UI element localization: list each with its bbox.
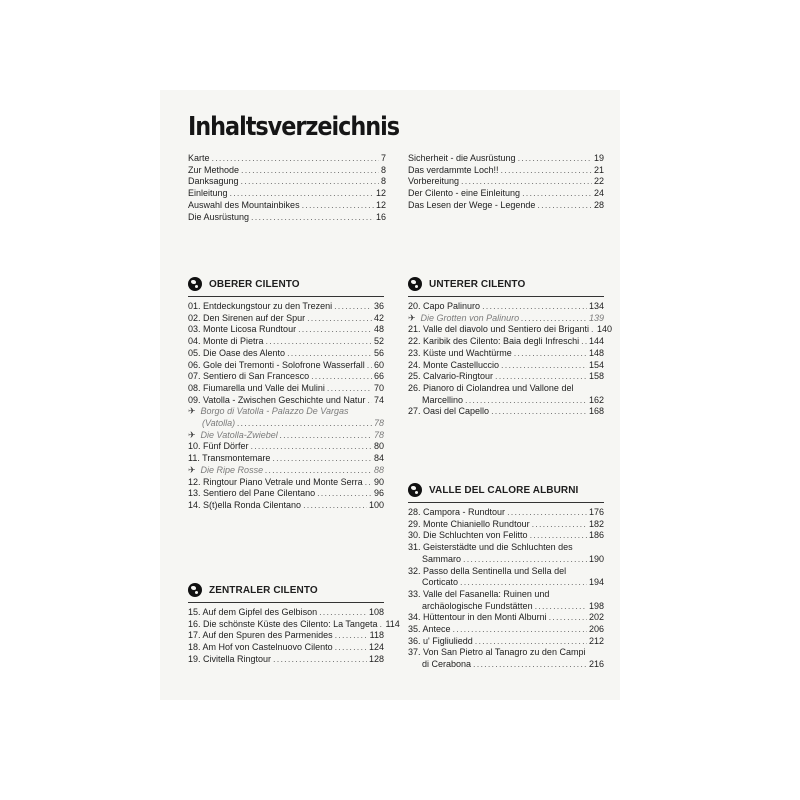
dot-leader	[311, 371, 372, 383]
toc-entry-page: 21	[593, 164, 604, 175]
dot-leader	[317, 488, 372, 500]
toc-entry	[408, 577, 604, 589]
toc-entry	[188, 301, 384, 313]
toc-entry	[188, 324, 384, 336]
toc-entry	[408, 659, 604, 671]
toc-entry-label: Zur Methode	[188, 164, 240, 175]
toc-entry-label: 30. Die Schluchten von Felitto	[408, 530, 528, 541]
dot-leader	[334, 301, 372, 313]
toc-entry	[188, 336, 384, 348]
section-heading	[188, 276, 384, 292]
toc-sub-entry	[188, 406, 384, 418]
toc-entry	[408, 554, 604, 566]
toc-entry-label: 09. Vatolla - Zwischen Geschichte und Natur	[188, 394, 366, 405]
dot-leader	[522, 188, 592, 200]
toc-entry	[408, 519, 604, 531]
toc-entry-label: Vorbereitung	[408, 176, 460, 187]
bike-icon: ✈	[188, 429, 196, 440]
toc-entry-label: 05. Die Oase des Alento	[188, 347, 286, 358]
page-title: Inhaltsverzeichnis	[188, 112, 400, 142]
toc-entry-label: archäologische Fundstätten	[422, 600, 533, 611]
toc-entry	[188, 371, 384, 383]
dot-leader	[319, 607, 367, 619]
globe-icon	[408, 483, 422, 497]
toc-entry	[408, 612, 604, 624]
toc-entry-label: 10. Fünf Dörfer	[188, 441, 249, 452]
dot-leader	[365, 477, 372, 489]
toc-entry	[408, 371, 604, 383]
toc-entry	[408, 601, 604, 613]
dot-leader	[272, 453, 372, 465]
section-entries	[408, 301, 612, 418]
toc-entry	[408, 153, 604, 165]
toc-entry	[408, 383, 604, 395]
toc-entry-page: 140	[596, 324, 612, 335]
dot-leader	[507, 507, 587, 519]
intro-list-left	[188, 153, 386, 223]
toc-entry-page: 80	[373, 441, 384, 452]
toc-sub-entry	[188, 430, 384, 442]
toc-entry-label: Corticato	[422, 577, 459, 588]
toc-entry-label: 08. Fiumarella und Valle dei Mulini	[188, 382, 325, 393]
dot-leader	[212, 153, 379, 165]
toc-entry-page: 24	[593, 188, 604, 199]
toc-entry-label: 24. Monte Castelluccio	[408, 359, 500, 370]
toc-entry-label: 22. Karibik des Cilento: Baia degli Infreschi	[408, 336, 580, 347]
toc-entry	[408, 360, 604, 372]
toc-entry-page: 84	[373, 453, 384, 464]
toc-entry-label: 20. Capo Palinuro	[408, 301, 481, 311]
toc-entry	[188, 488, 384, 500]
section-entries	[188, 607, 400, 666]
dot-leader	[473, 659, 587, 671]
toc-entry-label: 27. Oasi del Capello	[408, 406, 490, 417]
dot-leader	[230, 188, 374, 200]
toc-entry	[408, 176, 604, 188]
intro-list-right	[408, 153, 604, 212]
toc-entry-page: 128	[368, 653, 384, 664]
toc-entry	[408, 188, 604, 200]
dot-leader	[482, 301, 587, 313]
dot-leader	[298, 324, 372, 336]
section-oberer-cilento	[188, 276, 384, 512]
toc-entry	[188, 165, 386, 177]
toc-entry	[408, 395, 604, 407]
toc-entry-page: 52	[373, 336, 384, 347]
toc-entry-page: 144	[588, 336, 604, 347]
dot-leader	[518, 153, 592, 165]
toc-entry	[408, 566, 604, 578]
toc-entry-page: 56	[373, 347, 384, 358]
dot-leader	[581, 336, 587, 348]
toc-entry-page: 48	[373, 324, 384, 335]
toc-entry-page: 186	[588, 530, 604, 541]
toc-entry-page: 134	[588, 301, 604, 311]
toc-entry	[408, 542, 604, 554]
toc-entry-page: 19	[593, 153, 604, 163]
toc-entry-label: 14. S(t)ella Ronda Cilentano	[188, 499, 302, 510]
bike-icon: ✈	[188, 406, 196, 417]
dot-leader	[265, 465, 372, 477]
toc-entry-page: 108	[368, 607, 384, 617]
toc-entry-label: Das verdammte Loch!!	[408, 164, 499, 175]
toc-entry-label: 31. Geisterstädte und die Schluchten des	[408, 542, 573, 553]
toc-entry-label: 25. Calvario-Ringtour	[408, 371, 494, 382]
toc-entry-label: 07. Sentiero di San Francesco	[188, 371, 310, 382]
toc-entry-page: 212	[588, 635, 604, 646]
toc-entry	[408, 636, 604, 648]
toc-entry	[408, 324, 612, 336]
dot-leader	[530, 530, 587, 542]
toc-entry-page: 66	[373, 371, 384, 382]
toc-entry	[188, 477, 384, 489]
dot-leader	[307, 313, 372, 325]
toc-entry-label: 04. Monte di Pietra	[188, 336, 264, 347]
dot-leader	[453, 624, 587, 636]
toc-entry-page: 118	[369, 630, 384, 641]
toc-entry-label: Karte	[188, 153, 210, 163]
section-heading-label: OBERER CILENTO	[209, 278, 300, 290]
section-entries	[188, 301, 384, 512]
toc-entry	[188, 212, 386, 224]
toc-entry-label: 23. Küste und Wachtürme	[408, 347, 512, 358]
toc-entry	[188, 654, 384, 666]
toc-entry	[408, 348, 604, 360]
toc-entry	[408, 507, 604, 519]
toc-entry-label: 02. Den Sirenen auf der Spur	[188, 312, 306, 323]
toc-entry-page: 198	[588, 600, 604, 611]
dot-leader	[237, 418, 372, 430]
section-heading-label: UNTERER CILENTO	[429, 278, 526, 290]
dot-leader	[465, 395, 587, 407]
dot-leader	[461, 176, 592, 188]
toc-entry-label: 35. Antece	[408, 624, 451, 635]
dot-leader	[379, 619, 383, 631]
toc-entry-label: Die Grotten von Palinuro	[420, 312, 520, 323]
toc-entry-label: Borgo di Vatolla - Palazzo De Vargas	[200, 406, 349, 417]
section-divider	[188, 296, 384, 297]
toc-entry	[188, 618, 400, 631]
toc-entry-page: 158	[588, 371, 604, 382]
toc-entry	[188, 642, 384, 654]
toc-entry-page: 74	[373, 394, 384, 405]
toc-entry-page: 90	[373, 476, 384, 487]
dot-leader	[532, 519, 587, 531]
dot-leader	[302, 200, 374, 212]
toc-entry-label: Das Lesen der Wege - Legende	[408, 199, 536, 210]
dot-leader	[303, 500, 367, 512]
globe-icon	[408, 277, 422, 291]
bike-icon: ✈	[408, 312, 416, 323]
toc-entry-page: 100	[368, 499, 384, 510]
toc-entry-page: 78	[373, 418, 384, 429]
dot-leader	[501, 165, 592, 177]
toc-entry	[408, 624, 604, 636]
toc-entry	[408, 530, 604, 542]
dot-leader	[335, 642, 367, 654]
dot-leader	[251, 441, 372, 453]
toc-entry-page: 28	[593, 199, 604, 210]
toc-entry-page: 22	[593, 176, 604, 187]
toc-entry-label: Die Vatolla-Zwiebel	[200, 429, 278, 440]
toc-entry-label: Auswahl des Mountainbikes	[188, 199, 300, 210]
toc-entry-label: 37. Von San Pietro al Tanagro zu den Campi	[408, 647, 586, 658]
toc-entry	[188, 383, 384, 395]
toc-entry	[188, 360, 384, 372]
toc-entry-label: 33. Valle del Fasanella: Ruinen und	[408, 588, 550, 599]
toc-entry-label: 28. Campora - Rundtour	[408, 507, 506, 517]
dot-leader	[367, 360, 372, 372]
section-heading	[408, 482, 604, 498]
section-heading-label: VALLE DEL CALORE ALBURNI	[429, 484, 579, 496]
toc-entry	[188, 313, 384, 325]
toc-entry-page: 12	[375, 188, 386, 199]
dot-leader	[514, 348, 587, 360]
toc-entry-label: 18. Am Hof von Castelnuovo Cilento	[188, 642, 333, 653]
toc-entry-page: 96	[373, 488, 384, 499]
toc-entry-page: 216	[588, 659, 604, 670]
toc-entry-label: (Vatolla)	[202, 418, 236, 429]
toc-entry-label: 12. Ringtour Piano Vetrale und Monte Serra	[188, 476, 363, 487]
toc-entry	[408, 301, 604, 313]
section-divider	[188, 602, 384, 603]
toc-sub-entry	[188, 418, 384, 430]
toc-entry-label: Einleitung	[188, 188, 228, 199]
toc-entry	[408, 336, 604, 348]
toc-entry	[188, 500, 384, 512]
bike-icon: ✈	[188, 464, 196, 475]
toc-entry-label: 26. Pianoro di Ciolandrea und Vallone del	[408, 382, 574, 393]
toc-sub-entry	[408, 313, 604, 325]
toc-entry	[188, 630, 384, 642]
toc-entry-page: 206	[588, 624, 604, 635]
toc-entry-page: 190	[588, 553, 604, 564]
dot-leader	[549, 612, 587, 624]
toc-entry-label: Marcellino	[422, 394, 464, 405]
toc-entry-label: Sicherheit - die Ausrüstung	[408, 153, 516, 163]
dot-leader	[591, 324, 595, 336]
toc-entry-page: 182	[588, 518, 604, 529]
toc-entry	[188, 453, 384, 465]
dot-leader	[475, 636, 587, 648]
section-valle-del-calore-alburni	[408, 482, 604, 671]
dot-leader	[367, 395, 372, 407]
toc-entry	[188, 200, 386, 212]
toc-entry-label: 06. Gole dei Tremonti - Solofrone Wasserfall	[188, 359, 365, 370]
toc-entry	[188, 153, 386, 165]
toc-entry-label: 32. Passo della Sentinella und Sella del	[408, 565, 567, 576]
toc-entry	[408, 406, 604, 418]
dot-leader	[287, 348, 372, 360]
toc-entry	[188, 607, 384, 619]
toc-entry	[408, 589, 604, 601]
dot-leader	[241, 165, 379, 177]
section-heading	[188, 582, 384, 598]
dot-leader	[460, 577, 587, 589]
toc-entry	[188, 441, 384, 453]
section-heading-label: ZENTRALER CILENTO	[209, 584, 318, 596]
dot-leader	[463, 554, 587, 566]
toc-entry-page: 88	[373, 464, 384, 475]
toc-entry-label: 03. Monte Licosa Rundtour	[188, 324, 297, 335]
toc-entry	[408, 200, 604, 212]
toc-entry-label: Der Cilento - eine Einleitung	[408, 188, 521, 199]
toc-entry	[188, 395, 384, 407]
toc-entry-label: Sammaro	[422, 553, 462, 564]
dot-leader	[327, 383, 372, 395]
toc-entry-page: 8	[380, 164, 386, 175]
toc-entry-label: 21. Valle del diavolo und Sentiero dei Briganti	[408, 324, 589, 335]
dot-leader	[535, 601, 587, 613]
section-entries	[408, 507, 604, 671]
toc-entry-label: 29. Monte Chianiello Rundtour	[408, 518, 530, 529]
dot-leader	[491, 406, 587, 418]
toc-entry-page: 154	[588, 359, 604, 370]
globe-icon	[188, 583, 202, 597]
toc-entry-page: 168	[588, 406, 604, 417]
toc-entry-label: 15. Auf dem Gipfel des Gelbison	[188, 607, 318, 617]
section-divider	[408, 502, 604, 503]
dot-leader	[266, 336, 372, 348]
toc-entry-label: 13. Sentiero del Pane Cilentano	[188, 488, 316, 499]
section-heading	[408, 276, 604, 292]
toc-entry-page: 148	[588, 347, 604, 358]
toc-entry-page: 162	[588, 394, 604, 405]
toc-entry-page: 139	[588, 312, 604, 323]
dot-leader	[273, 654, 367, 666]
section-zentraler-cilento	[188, 582, 400, 666]
toc-entry-label: 19. Civitella Ringtour	[188, 653, 272, 664]
toc-entry-page: 42	[373, 312, 384, 323]
toc-entry-page: 176	[588, 507, 604, 517]
toc-entry-page: 60	[373, 359, 384, 370]
toc-sub-entry	[188, 465, 384, 477]
dot-leader	[521, 313, 587, 325]
toc-entry-page: 70	[373, 382, 384, 393]
toc-entry-page: 114	[385, 618, 400, 629]
toc-entry-page: 194	[588, 577, 604, 588]
toc-entry	[188, 348, 384, 360]
toc-entry-label: 17. Auf den Spuren des Parmenides	[188, 630, 333, 641]
section-unterer-cilento	[408, 276, 612, 418]
toc-entry	[408, 165, 604, 177]
section-divider	[408, 296, 604, 297]
toc-entry-page: 78	[373, 429, 384, 440]
toc-entry-label: Die Ripe Rosse	[200, 464, 264, 475]
toc-entry-page: 8	[380, 176, 386, 187]
dot-leader	[241, 176, 379, 188]
dot-leader	[501, 360, 587, 372]
toc-entry-label: di Cerabona	[422, 659, 472, 670]
dot-leader	[280, 430, 372, 442]
dot-leader	[495, 371, 587, 383]
toc-entry	[408, 647, 604, 659]
dot-leader	[335, 630, 368, 642]
toc-entry-label: 11. Transmontemare	[188, 453, 271, 464]
toc-entry-page: 7	[380, 153, 386, 163]
dot-leader	[537, 200, 592, 212]
toc-entry-page: 202	[588, 612, 604, 623]
toc-entry-label: 01. Entdeckungstour zu den Trezeni	[188, 301, 333, 311]
toc-entry-label: Die Ausrüstung	[188, 211, 250, 222]
toc-entry-page: 12	[375, 199, 386, 210]
toc-entry	[188, 176, 386, 188]
toc-entry-label: Danksagung	[188, 176, 239, 187]
toc-entry-page: 36	[373, 301, 384, 311]
toc-entry-page: 16	[375, 211, 386, 222]
dot-leader	[251, 212, 374, 224]
toc-entry-label: 34. Hüttentour in den Monti Alburni	[408, 612, 547, 623]
toc-entry	[188, 188, 386, 200]
globe-icon	[188, 277, 202, 291]
toc-entry-label: 16. Die schönste Küste des Cilento: La Tangeta	[188, 618, 378, 629]
toc-entry-page: 124	[368, 642, 384, 653]
toc-entry-label: 36. u' Figliuliedd	[408, 635, 473, 646]
